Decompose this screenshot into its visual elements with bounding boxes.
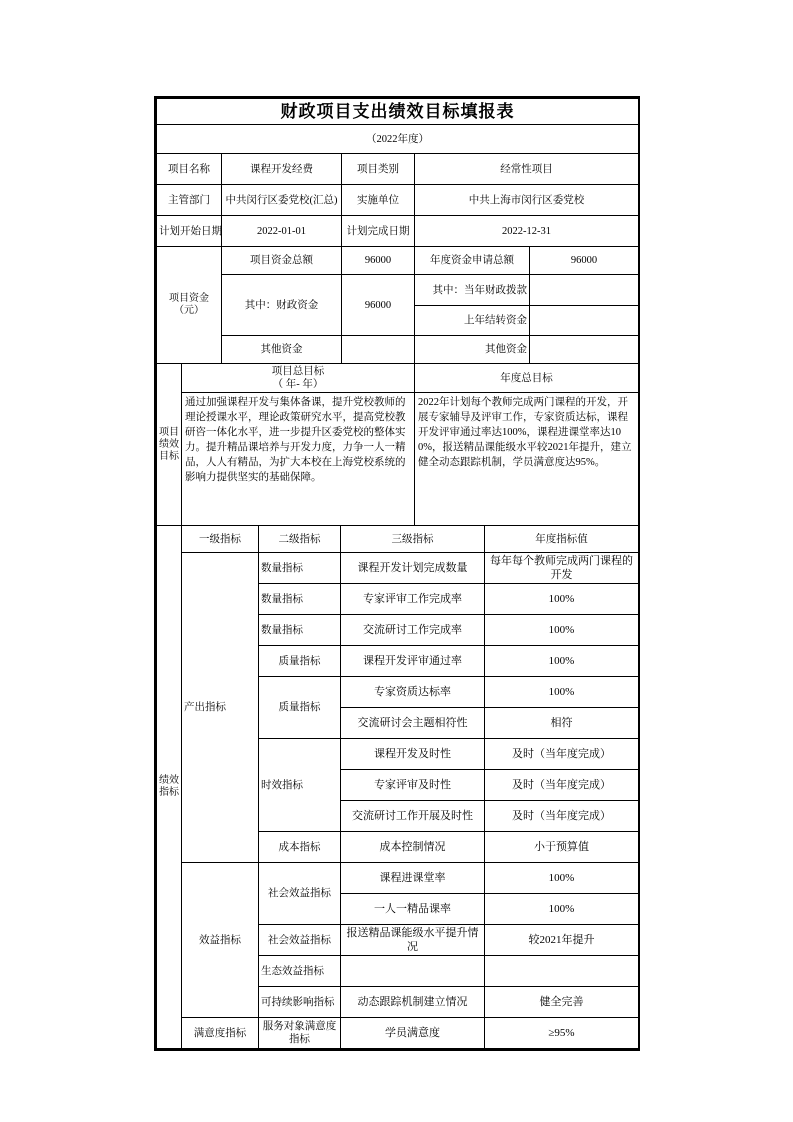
level2-indicator: 社会效益指标: [259, 863, 341, 925]
level3-indicator: 专家评审工作完成率: [341, 584, 485, 615]
indicator-value: 每年每个教师完成两门课程的开发: [485, 553, 639, 584]
table-row: [157, 364, 639, 393]
indicator-value: [485, 956, 639, 987]
plan-start-date-value: 2022-01-01: [222, 216, 342, 247]
annual-goal-header: 年度总目标: [415, 364, 639, 393]
fiscal-fund-value: 96000: [342, 275, 415, 336]
indicator-value: 健全完善: [485, 987, 639, 1018]
other-fund-left-label: 其他资金: [222, 336, 342, 364]
annual-request-label: 年度资金申请总额: [415, 247, 530, 275]
plan-end-date-label: 计划完成日期: [342, 216, 415, 247]
level3-indicator: 课程开发计划完成数量: [341, 553, 485, 584]
indicator-row: [157, 1018, 639, 1049]
implementing-unit-label: 实施单位: [342, 185, 415, 216]
indicator-value: 及时（当年度完成）: [485, 739, 639, 770]
level2-indicator: 质量指标: [259, 646, 341, 677]
level2-indicator: 数量指标: [259, 553, 341, 584]
header-level3: 三级指标: [341, 526, 485, 553]
performance-indicators-table: [156, 525, 639, 1049]
level3-indicator: 动态跟踪机制建立情况: [341, 987, 485, 1018]
level1-satisfaction-indicators: 满意度指标: [182, 1018, 259, 1049]
table-row: [157, 393, 639, 526]
level1-benefit-indicators: 效益指标: [182, 863, 259, 1018]
other-fund-right-label: 其他资金: [415, 336, 530, 364]
level2-indicator: 社会效益指标: [259, 925, 341, 956]
indicator-row: [157, 553, 639, 584]
indicator-row: [157, 863, 639, 894]
level2-indicator: 可持续影响指标: [259, 987, 341, 1018]
form-subtitle: （2022年度）: [157, 125, 639, 154]
level2-indicator: 数量指标: [259, 615, 341, 646]
level3-indicator: 报送精品课能级水平提升情况: [341, 925, 485, 956]
annual-request-value: 96000: [530, 247, 639, 275]
current-appropriation-label: 其中：当年财政拨款: [415, 275, 530, 306]
table-row: [157, 216, 639, 247]
carryover-fund-label: 上年结转资金: [415, 306, 530, 336]
supervising-dept-value: 中共闵行区委党校(汇总): [222, 185, 342, 216]
other-fund-right-value: [530, 336, 639, 364]
level2-indicator: 质量指标: [259, 677, 341, 739]
project-funds-table: [156, 246, 639, 364]
level3-indicator: 专家评审及时性: [341, 770, 485, 801]
level3-indicator: 课程开发及时性: [341, 739, 485, 770]
project-category-value: 经常性项目: [415, 154, 639, 185]
carryover-fund-value: [530, 306, 639, 336]
title-table: [156, 98, 639, 125]
indicator-value: 及时（当年度完成）: [485, 801, 639, 832]
performance-target-form: [154, 96, 640, 1051]
overall-goal-header: 项目总目标 （ 年- 年）: [182, 364, 415, 393]
header-level1: 一级指标: [182, 526, 259, 553]
level2-indicator: 生态效益指标: [259, 956, 341, 987]
performance-goals-table: [156, 363, 639, 526]
other-fund-left-value: [342, 336, 415, 364]
project-funds-section-label: 项目资金 （元）: [157, 247, 222, 364]
level3-indicator: 一人一精品课率: [341, 894, 485, 925]
level3-indicator: 学员满意度: [341, 1018, 485, 1049]
level3-indicator: 成本控制情况: [341, 832, 485, 863]
current-appropriation-value: [530, 275, 639, 306]
level3-indicator: [341, 956, 485, 987]
project-category-label: 项目类别: [342, 154, 415, 185]
level2-indicator: 成本指标: [259, 832, 341, 863]
performance-goals-section-label: 项目 绩效 目标: [157, 364, 182, 526]
indicator-value: 100%: [485, 894, 639, 925]
implementing-unit-value: 中共上海市闵行区委党校: [415, 185, 639, 216]
fiscal-fund-label: 其中：财政资金: [222, 275, 342, 336]
subtitle-table: [156, 124, 639, 154]
indicator-value: 100%: [485, 646, 639, 677]
level3-indicator: 课程进课堂率: [341, 863, 485, 894]
level3-indicator: 交流研讨会主题相符性: [341, 708, 485, 739]
indicator-value: 小于预算值: [485, 832, 639, 863]
table-row: [157, 336, 639, 364]
indicator-value: 100%: [485, 615, 639, 646]
level2-indicator: 服务对象满意度指标: [259, 1018, 341, 1049]
level2-indicator: 数量指标: [259, 584, 341, 615]
indicator-value: 100%: [485, 863, 639, 894]
level3-indicator: 课程开发评审通过率: [341, 646, 485, 677]
header-annual-value: 年度指标值: [485, 526, 639, 553]
fund-total-label: 项目资金总额: [222, 247, 342, 275]
fund-total-value: 96000: [342, 247, 415, 275]
table-row: [157, 185, 639, 216]
indicator-value: 及时（当年度完成）: [485, 770, 639, 801]
indicator-value: 较2021年提升: [485, 925, 639, 956]
table-row: [157, 275, 639, 306]
indicator-value: ≥95%: [485, 1018, 639, 1049]
form-title: 财政项目支出绩效目标填报表: [157, 99, 639, 125]
level2-indicator: 时效指标: [259, 739, 341, 832]
indicator-value: 100%: [485, 584, 639, 615]
header-level2: 二级指标: [259, 526, 341, 553]
table-row: [157, 154, 639, 185]
plan-start-date-label: 计划开始日期: [157, 216, 222, 247]
performance-indicators-section-label: 绩效 指标: [157, 526, 182, 1049]
plan-end-date-value: 2022-12-31: [415, 216, 639, 247]
project-name-label: 项目名称: [157, 154, 222, 185]
level3-indicator: 专家资质达标率: [341, 677, 485, 708]
indicator-value: 相符: [485, 708, 639, 739]
supervising-dept-label: 主管部门: [157, 185, 222, 216]
basic-info-table: [156, 153, 639, 247]
overall-goal-text: 通过加强课程开发与集体备课，提升党校教师的理论授课水平，理论政策研究水平，提高党校教研咨一体化水平，进一步提升区委党校的整体实力。提升精品课培养与开发力度，力争一人一精品，人人有精品，为扩大本校在上海党校系统的影响力提供坚实的基础保障。: [182, 393, 415, 526]
indicator-value: 100%: [485, 677, 639, 708]
table-row: [157, 247, 639, 275]
indicator-header-row: [157, 526, 639, 553]
level1-output-indicators: 产出指标: [182, 553, 259, 863]
project-name-value: 课程开发经费: [222, 154, 342, 185]
level3-indicator: 交流研讨工作完成率: [341, 615, 485, 646]
level3-indicator: 交流研讨工作开展及时性: [341, 801, 485, 832]
annual-goal-text: 2022年计划每个教师完成两门课程的开发，开展专家辅导及评审工作，专家资质达标，课程开发评审通过率达100%，课程进课堂率达100%，报送精品课能级水平较2021年提升，建立健全动态跟踪机制，学员满意度达95%。: [415, 393, 639, 526]
